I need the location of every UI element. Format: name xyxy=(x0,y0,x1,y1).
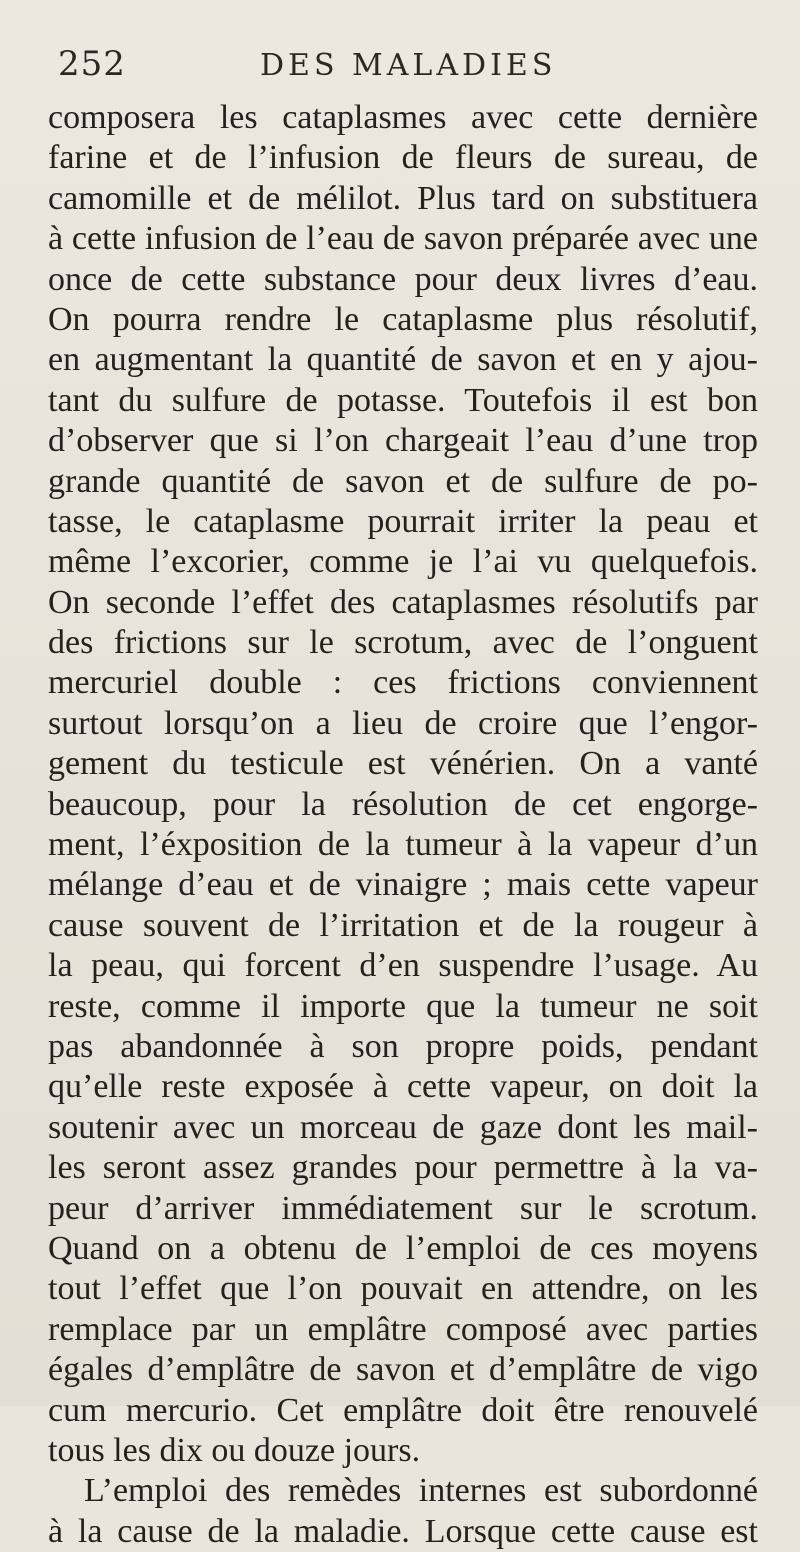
text-line: surtout lorsqu’on a lieu de croire que l’engor- xyxy=(48,704,758,742)
page-number: 252 xyxy=(58,44,126,84)
text-line: camomille et de mélilot. Plus tard on substituera xyxy=(48,179,758,217)
text-line: gement du testicule est vénérien. On a vanté xyxy=(48,745,758,783)
text-line: On pourra rendre le cataplasme plus résolutif, xyxy=(48,300,758,338)
text-line: tous les dix ou douze jours. xyxy=(48,1431,421,1469)
text-line: même l’excorier, comme je l’ai vu quelquefois. xyxy=(48,543,758,581)
text-line: peur d’arriver immédiatement sur le scrotum. xyxy=(48,1189,758,1227)
text-line: grande quantité de savon et de sulfure de po- xyxy=(48,462,758,500)
text-line: L’emploi des remèdes internes est subordonné xyxy=(84,1472,758,1510)
running-head: DES MALADIES xyxy=(260,48,557,83)
text-line: les seront assez grandes pour permettre à la va- xyxy=(48,1149,758,1187)
text-line: remplace par un emplâtre composé avec parties xyxy=(48,1310,758,1348)
text-line: Quand on a obtenu de l’emploi de ces moyens xyxy=(48,1229,758,1267)
text-line: cause souvent de l’irritation et de la rougeur à xyxy=(48,906,758,944)
text-line: tant du sulfure de potasse. Toutefois il est bon xyxy=(48,381,758,419)
text-line: cum mercurio. Cet emplâtre doit être renouvelé xyxy=(48,1391,758,1429)
text-line: mercuriel double : ces frictions conviennent xyxy=(48,664,758,702)
body-text xyxy=(48,98,758,1552)
text-line: beaucoup, pour la résolution de cet engorge- xyxy=(48,785,758,823)
page-header xyxy=(58,40,758,84)
text-line: On seconde l’effet des cataplasmes résolutifs par xyxy=(48,583,758,621)
text-line: en augmentant la quantité de savon et en y ajou- xyxy=(48,341,758,379)
text-line: égales d’emplâtre de savon et d’emplâtre de vigo xyxy=(48,1351,758,1389)
text-line: à la cause de la maladie. Lorsque cette cause est xyxy=(48,1512,758,1550)
text-line: pas abandonnée à son propre poids, pendant xyxy=(48,1027,758,1065)
text-line: ment, l’éxposition de la tumeur à la vapeur d’un xyxy=(48,826,758,864)
text-line: qu’elle reste exposée à cette vapeur, on doit la xyxy=(48,1068,758,1106)
text-line: des frictions sur le scrotum, avec de l’onguent xyxy=(48,624,758,662)
text-line: soutenir avec un morceau de gaze dont les mail- xyxy=(48,1108,758,1146)
text-line: tasse, le cataplasme pourrait irriter la peau et xyxy=(48,502,758,540)
text-line: à cette infusion de l’eau de savon préparée avec une xyxy=(48,220,758,258)
text-line: reste, comme il importe que la tumeur ne soit xyxy=(48,987,758,1025)
text-line: once de cette substance pour deux livres d’eau. xyxy=(48,260,758,298)
text-line: tout l’effet que l’on pouvait en attendre, on les xyxy=(48,1270,758,1308)
text-line: farine et de l’infusion de fleurs de sureau, de xyxy=(48,139,758,177)
text-line: composera les cataplasmes avec cette dernière xyxy=(48,99,758,136)
text-line: la peau, qui forcent d’en suspendre l’usage. Au xyxy=(48,947,758,985)
text-line: d’observer que si l’on chargeait l’eau d’une trop xyxy=(48,422,758,460)
text-line: mélange d’eau et de vinaigre ; mais cette vapeur xyxy=(48,866,758,904)
